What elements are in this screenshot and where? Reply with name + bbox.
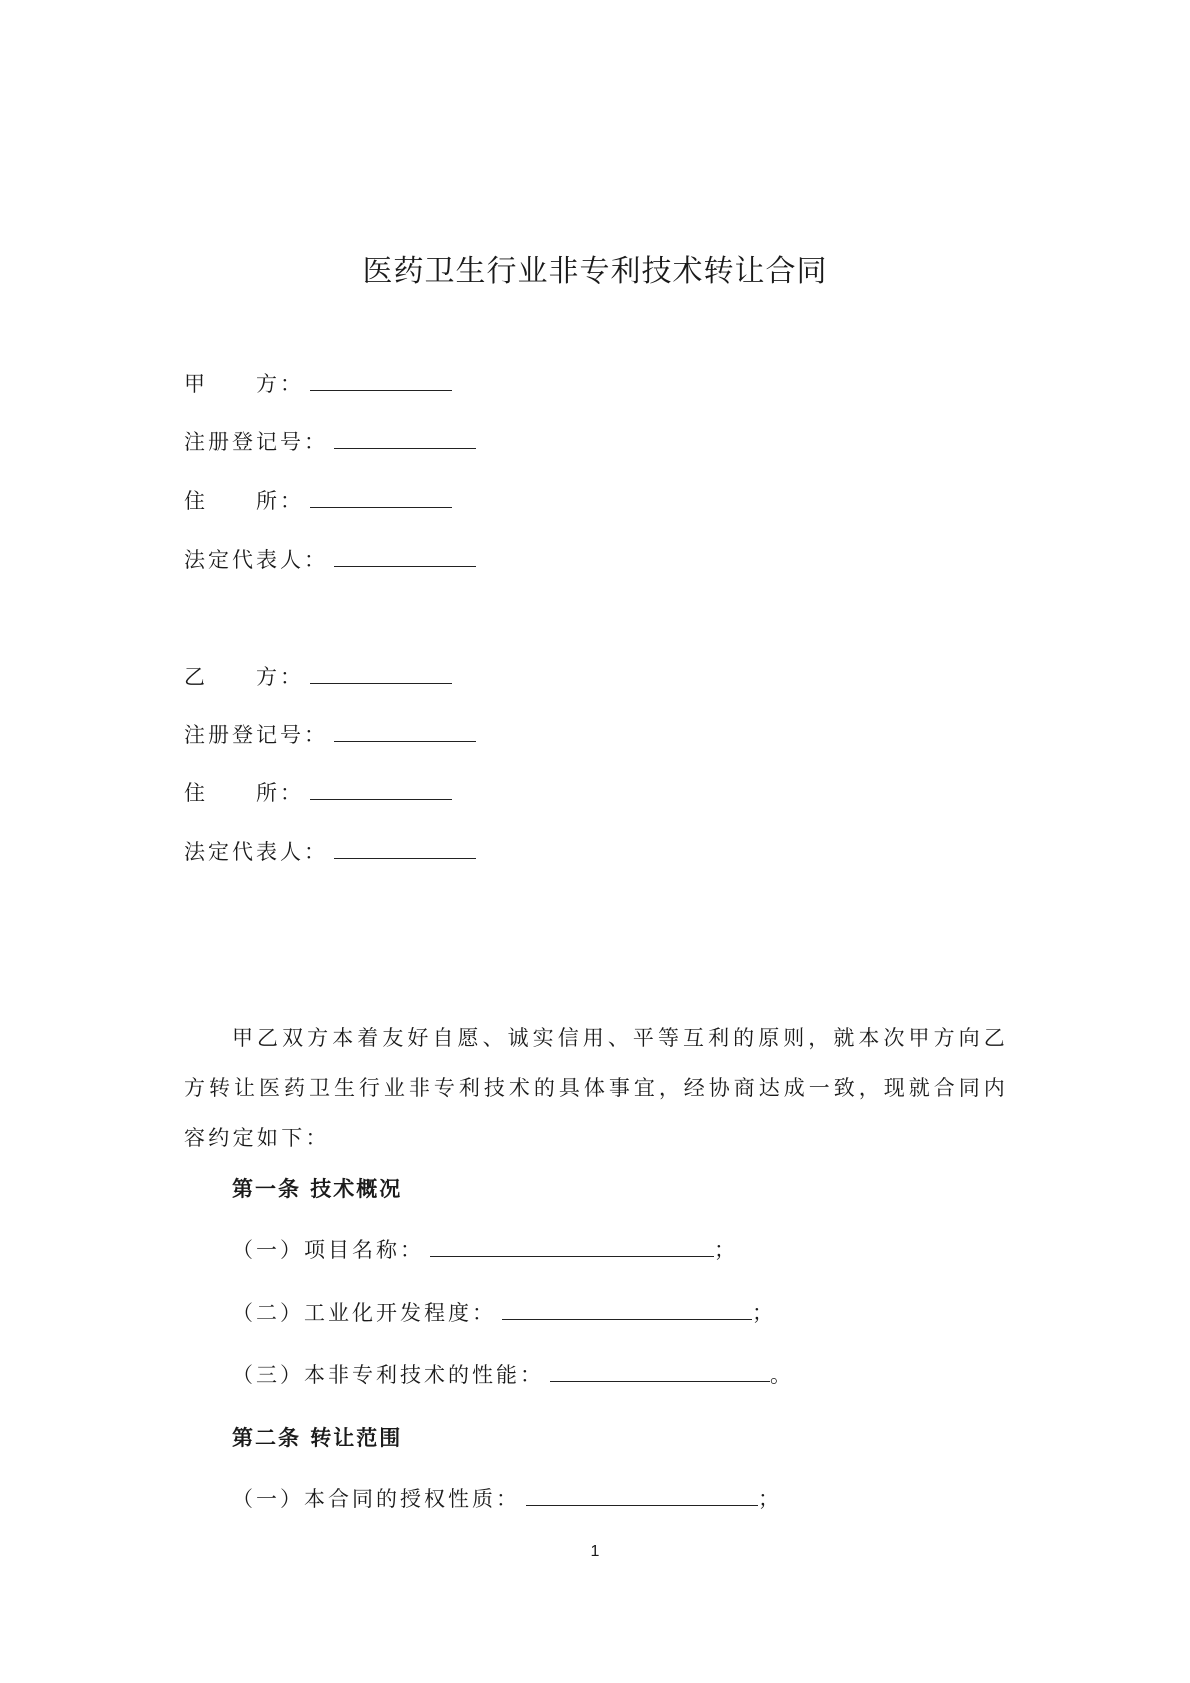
- article-2-item-1: [232, 1483, 782, 1514]
- article-1-item-2: [232, 1297, 776, 1328]
- party-b-label-2: 方：: [256, 665, 304, 689]
- party-b-rep-label: 法定代表人：: [184, 840, 328, 864]
- party-b-addr-label-1: 住: [184, 781, 208, 805]
- party-b-addr-line: [184, 777, 452, 808]
- party-a-name-blank[interactable]: [310, 368, 452, 391]
- technology-performance-blank[interactable]: [550, 1359, 770, 1382]
- article-2-item-1-end: ；: [758, 1487, 782, 1511]
- article-1-item-1-end: ；: [714, 1238, 738, 1262]
- party-b-addr-label-2: 所：: [256, 781, 304, 805]
- license-nature-blank[interactable]: [526, 1483, 758, 1506]
- party-b-rep-blank[interactable]: [334, 836, 476, 859]
- article-2-item-1-label: （一）本合同的授权性质：: [232, 1487, 520, 1511]
- article-1-item-1-label: （一）项目名称：: [232, 1238, 424, 1262]
- party-a-addr-line: [184, 485, 452, 516]
- article-1-heading: 第一条 技术概况: [232, 1176, 403, 1201]
- party-b-rep-line: [184, 836, 476, 867]
- article-1-item-2-label: （二）工业化开发程度：: [232, 1301, 496, 1325]
- party-b-addr-blank[interactable]: [310, 777, 452, 800]
- article-1-item-3-label: （三）本非专利技术的性能：: [232, 1363, 544, 1387]
- document-title: 医药卫生行业非专利技术转让合同: [362, 254, 828, 289]
- article-2-heading: 第二条 转让范围: [232, 1425, 403, 1450]
- party-a-rep-blank[interactable]: [334, 544, 476, 567]
- party-b-reg-label: 注册登记号：: [184, 723, 328, 747]
- party-a-label-1: 甲: [184, 372, 208, 396]
- party-a-label-2: 方：: [256, 372, 304, 396]
- party-a-reg-line: [184, 426, 476, 457]
- industrialization-level-blank[interactable]: [502, 1297, 752, 1320]
- intro-paragraph: 甲乙双方本着友好自愿、诚实信用、平等互利的原则，就本次甲方向乙方转让医药卫生行业非专利技术的具体事宜，经协商达成一致，现就合同内容约定如下：: [184, 1026, 1008, 1150]
- party-b-name-line: [184, 661, 452, 692]
- party-a-rep-line: [184, 544, 476, 575]
- party-b-label-1: 乙: [184, 665, 208, 689]
- party-a-addr-blank[interactable]: [310, 485, 452, 508]
- party-b-reg-blank[interactable]: [334, 719, 476, 742]
- article-1-item-2-end: ；: [752, 1301, 776, 1325]
- article-1-item-3: [232, 1359, 794, 1390]
- party-a-reg-label: 注册登记号：: [184, 430, 328, 454]
- party-a-reg-blank[interactable]: [334, 426, 476, 449]
- page-number: 1: [590, 1543, 600, 1560]
- party-a-rep-label: 法定代表人：: [184, 548, 328, 572]
- party-a-name-line: [184, 368, 452, 399]
- party-a-addr-label-1: 住: [184, 489, 208, 513]
- article-1-item-3-end: 。: [770, 1363, 794, 1387]
- project-name-blank[interactable]: [430, 1234, 714, 1257]
- party-a-addr-label-2: 所：: [256, 489, 304, 513]
- party-b-name-blank[interactable]: [310, 661, 452, 684]
- article-1-item-1: [232, 1234, 738, 1265]
- party-b-reg-line: [184, 719, 476, 750]
